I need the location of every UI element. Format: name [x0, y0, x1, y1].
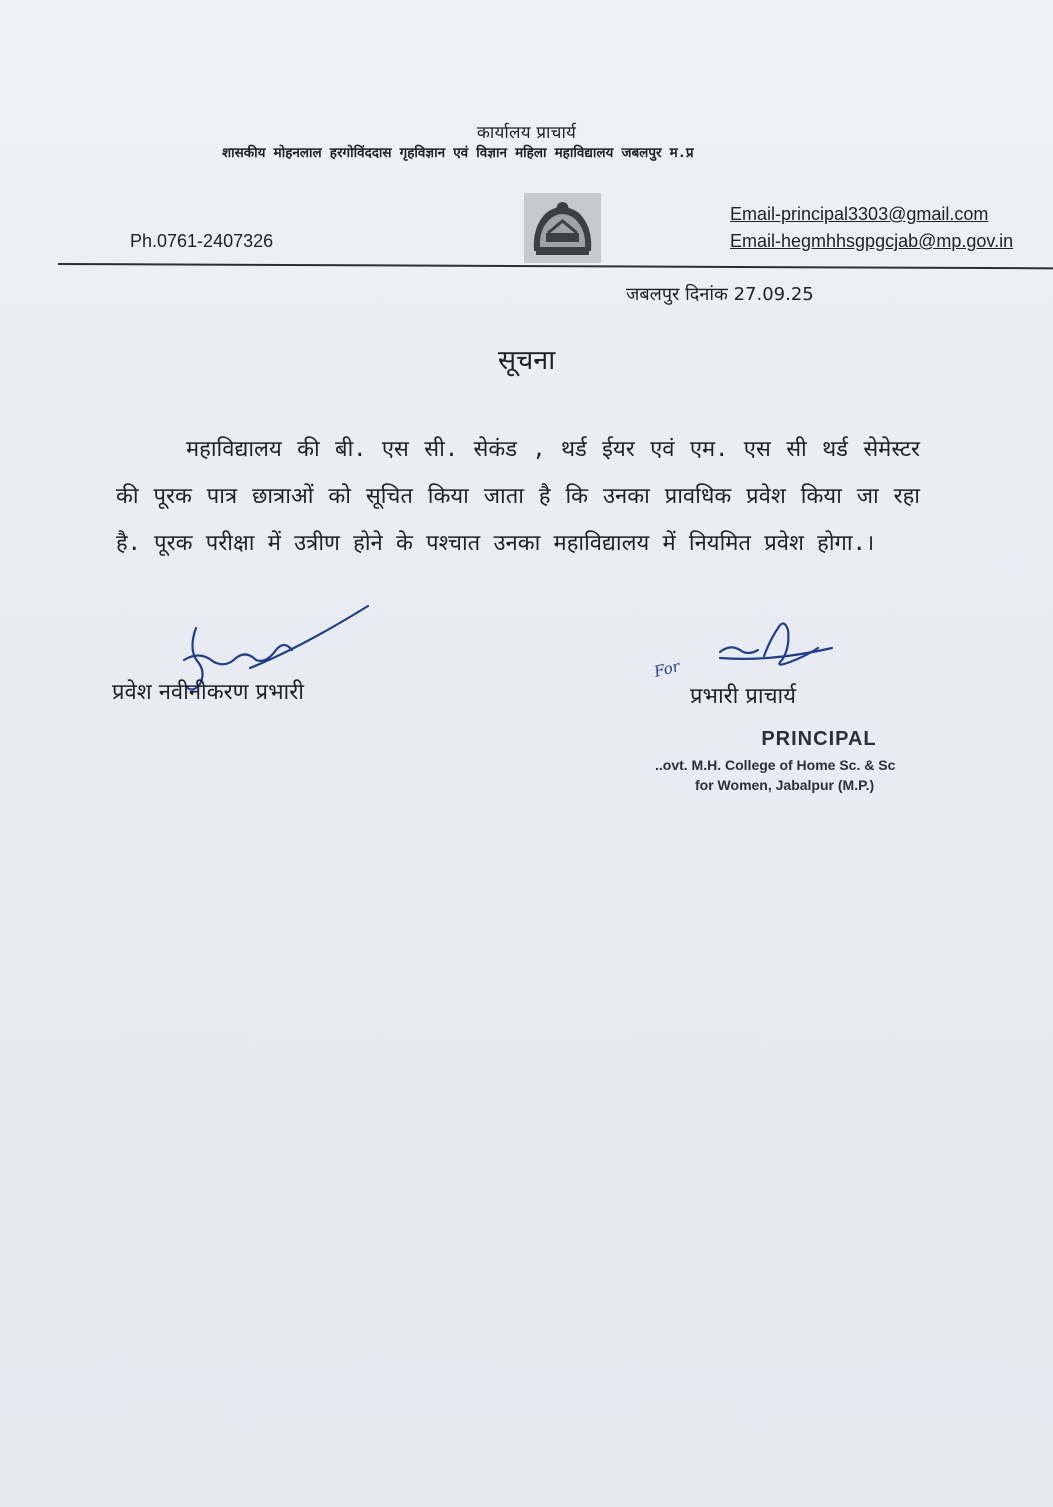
for-handwritten-note: For	[652, 657, 682, 681]
right-signature	[720, 623, 832, 664]
stamp-location-line: for Women, Jabalpur (M.P.)	[695, 777, 875, 793]
office-title: कार्यालय प्राचार्य	[476, 123, 577, 143]
notice-body: महाविद्यालय की बी. एस सी. सेकंड , थर्ड ईयर एवं एम. एस सी थर्ड सेमेस्टर की पूरक पात्र छात्राओं को सूचित किया जाता है कि उनका प्रावधिक प्रवेश किया जा रहा है. पूरक परीक्षा में उत्रीण होने के पश्चात उनका महाविद्यालय में नियमित प्रवेश होगा.।	[116, 437, 920, 556]
incharge-principal-title: प्रभारी प्राचार्य	[690, 684, 797, 709]
email-department[interactable]: Email-hegmhhsgpgcjab@mp.gov.in	[730, 231, 1014, 251]
stamp-college-line: ..ovt. M.H. College of Home Sc. & Sc	[655, 757, 896, 773]
notice-heading: सूचना	[497, 345, 556, 376]
admission-renewal-incharge-title: प्रवेश नवीनीकरण प्रभारी	[112, 680, 304, 705]
college-name: शासकीय मोहनलाल हरगोविंददास गृहविज्ञान एवं विज्ञान महिला महाविद्यालय जबलपुर म.प्र	[222, 145, 694, 161]
email-principal[interactable]: Email-principal3303@gmail.com	[730, 204, 989, 224]
phone-number: Ph.0761-2407326	[130, 231, 274, 251]
date-line: जबलपुर दिनांक 27.09.25	[626, 284, 814, 305]
principal-stamp	[655, 728, 955, 793]
stamp-title: PRINCIPAL	[761, 728, 877, 750]
